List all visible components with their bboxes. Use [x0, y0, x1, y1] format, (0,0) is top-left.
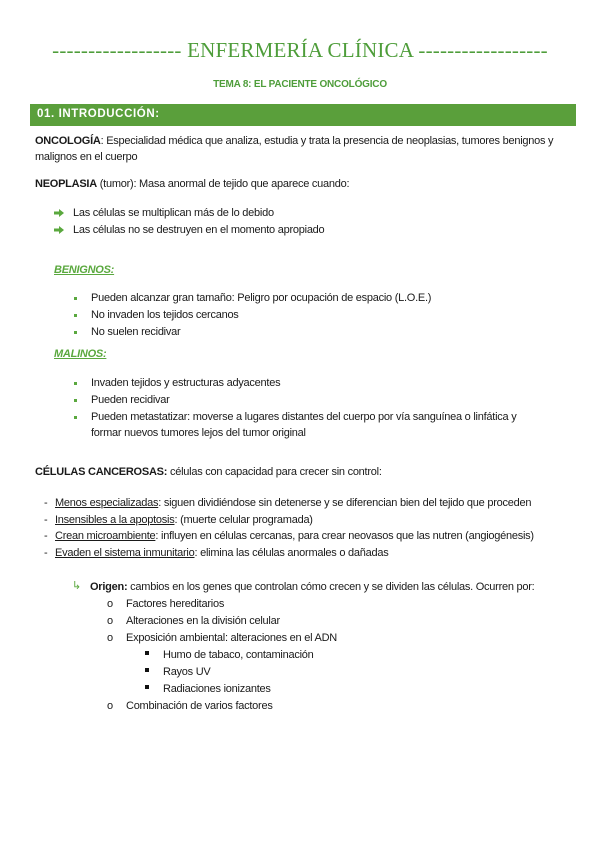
circle-bullet: o: [107, 598, 113, 610]
oncologia-line-2: malignos en el cuerpo: [35, 151, 138, 163]
square-bullet-icon: [74, 314, 77, 317]
origen-text: cambios en los genes que controlan cómo crecen y se dividen las células. Ocurren por:: [127, 581, 535, 593]
origen-term: Origen:: [90, 581, 128, 593]
celulas-item-text: : siguen dividiéndose sin detenerse y se diferencian bien del tejido que proceden: [158, 497, 532, 509]
neoplasia-line: [35, 176, 349, 192]
celulas-term: CÉLULAS CANCEROSAS:: [35, 466, 168, 478]
origen-subitem: Humo de tabaco, contaminación: [163, 649, 314, 661]
origen-item: Combinación de varios factores: [126, 700, 273, 712]
celulas-line: [35, 464, 382, 480]
dash-bullet: -: [44, 547, 48, 559]
celulas-item-term: Evaden el sistema inmunitario: [55, 547, 195, 559]
celulas-item: [55, 545, 388, 561]
malignos-item: Pueden metastatizar: moverse a lugares distantes del cuerpo por vía sanguínea o linfática y: [91, 411, 517, 423]
circle-bullet: o: [107, 700, 113, 712]
celulas-item-term: Crean microambiente: [55, 530, 156, 542]
celulas-text: células con capacidad para crecer sin control:: [167, 466, 382, 478]
benignos-item: No invaden los tejidos cercanos: [91, 309, 239, 321]
oncologia-line-1: [35, 133, 553, 149]
square-bullet-icon: [74, 297, 77, 300]
celulas-item-text: : (muerte celular programada): [174, 514, 313, 526]
origen-item: Exposición ambiental: alteraciones en el ADN: [126, 632, 337, 644]
square-bullet-icon: [74, 399, 77, 402]
celulas-item-text: : influyen en células cercanas, para crear neovasos que las nutren (angiogénesis): [155, 530, 534, 542]
malignos-item-continued: formar nuevos tumores lejos del tumor original: [91, 427, 306, 439]
circle-bullet: o: [107, 632, 113, 644]
malignos-item: Invaden tejidos y estructuras adyacentes: [91, 377, 281, 389]
return-arrow-icon: ↳: [72, 580, 81, 592]
document-subtitle: TEMA 8: EL PACIENTE ONCOLÓGICO: [213, 79, 387, 90]
celulas-item: [55, 495, 531, 511]
green-arrow-icon: [54, 226, 64, 234]
celulas-item-term: Menos especializadas: [55, 497, 159, 509]
celulas-item-text: : elimina las células anormales o dañadas: [194, 547, 389, 559]
origen-subitem: Radiaciones ionizantes: [163, 683, 271, 695]
square-bullet-icon: [145, 651, 149, 655]
oncologia-term: ONCOLOGÍA: [35, 135, 101, 147]
benignos-heading: BENIGNOS:: [54, 264, 115, 276]
malignos-heading: MALINOS:: [54, 348, 107, 360]
neoplasia-term: NEOPLASIA: [35, 178, 97, 190]
celulas-item: [55, 528, 534, 544]
origen-subitem: Rayos UV: [163, 666, 211, 678]
malignos-item: Pueden recidivar: [91, 394, 170, 406]
green-arrow-icon: [54, 209, 64, 217]
section-header-bar: [30, 104, 576, 126]
section-heading: 01. INTRODUCCIÓN:: [37, 108, 160, 120]
dash-bullet: -: [44, 514, 48, 526]
square-bullet-icon: [74, 331, 77, 334]
neoplasia-text: (tumor): Masa anormal de tejido que aparece cuando:: [96, 178, 350, 190]
square-bullet-icon: [145, 685, 149, 689]
dash-bullet: -: [44, 497, 48, 509]
square-bullet-icon: [145, 668, 149, 672]
document-title: ------------------ ENFERMERÍA CLÍNICA ------------------: [52, 38, 548, 62]
benignos-item: Pueden alcanzar gran tamaño: Peligro por ocupación de espacio (L.O.E.): [91, 292, 432, 304]
celulas-item-term: Insensibles a la apoptosis: [55, 514, 175, 526]
origen-item: Alteraciones en la división celular: [126, 615, 280, 627]
oncologia-text: : Especialidad médica que analiza, estudia y trata la presencia de neoplasias, tumores benignos y: [100, 135, 554, 147]
square-bullet-icon: [74, 382, 77, 385]
neoplasia-item: Las células se multiplican más de lo debido: [73, 207, 274, 219]
neoplasia-item: Las células no se destruyen en el momento apropiado: [73, 224, 325, 236]
circle-bullet: o: [107, 615, 113, 627]
celulas-item: [55, 512, 313, 528]
origen-line: [90, 579, 535, 595]
square-bullet-icon: [74, 416, 77, 419]
origen-item: Factores hereditarios: [126, 598, 225, 610]
benignos-item: No suelen recidivar: [91, 326, 181, 338]
dash-bullet: -: [44, 530, 48, 542]
